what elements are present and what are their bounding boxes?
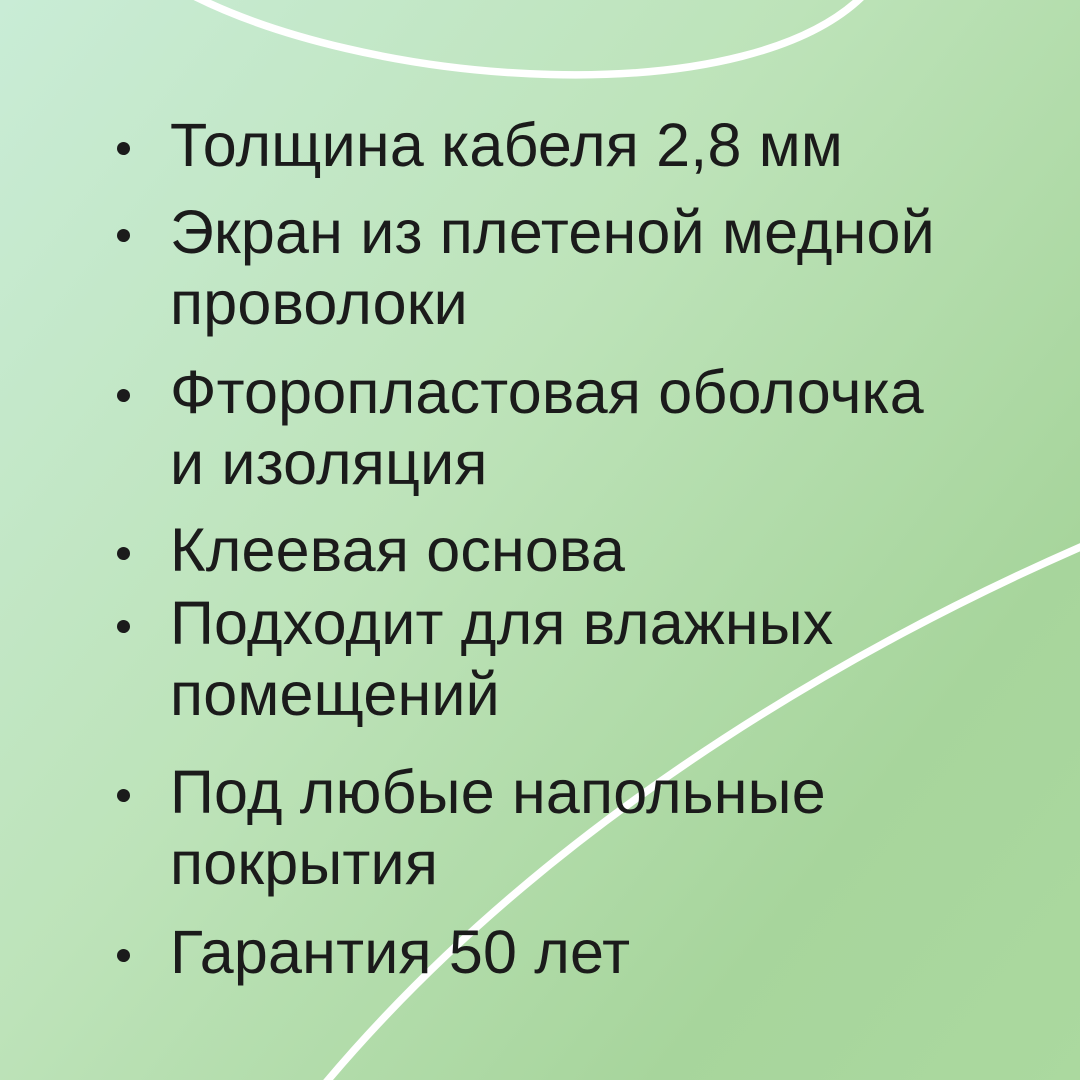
bullet-icon (117, 229, 130, 242)
list-item-line: и изоляция (170, 429, 488, 497)
list-item (117, 197, 1017, 339)
list-item-text (170, 757, 826, 899)
list-item (117, 757, 1017, 899)
list-item (117, 588, 1017, 730)
features-list-container (117, 110, 1017, 988)
bullet-icon (117, 142, 130, 155)
list-item-line: Толщина кабеля 2,8 мм (170, 111, 843, 179)
list-item-text (170, 110, 843, 181)
list-item-text (170, 588, 834, 730)
bullet-icon (117, 547, 130, 560)
features-list (117, 110, 1017, 988)
bullet-icon (117, 949, 130, 962)
top-wave-curve (175, 0, 872, 75)
list-item-text (170, 515, 625, 586)
list-item-text (170, 357, 924, 499)
list-item-line: Фторопластовая оболочка (170, 358, 924, 426)
bullet-icon (117, 789, 130, 802)
list-item (117, 357, 1017, 499)
list-item-line: помещений (170, 660, 500, 728)
list-item (117, 917, 1017, 988)
list-item (117, 110, 1017, 181)
list-item-line: Подходит для влажных (170, 589, 834, 657)
list-item-line: Экран из плетеной медной (170, 198, 935, 266)
list-item-line: проволоки (170, 269, 468, 337)
list-item-line: Клеевая основа (170, 516, 626, 584)
list-item-text (170, 917, 630, 988)
list-item-line: Под любые напольные (170, 758, 826, 826)
bullet-icon (117, 620, 130, 633)
list-item-text (170, 197, 935, 339)
list-item-line: покрытия (170, 829, 439, 897)
list-item-line: Гарантия 50 лет (170, 918, 631, 986)
list-item (117, 515, 1017, 586)
bullet-icon (117, 389, 130, 402)
